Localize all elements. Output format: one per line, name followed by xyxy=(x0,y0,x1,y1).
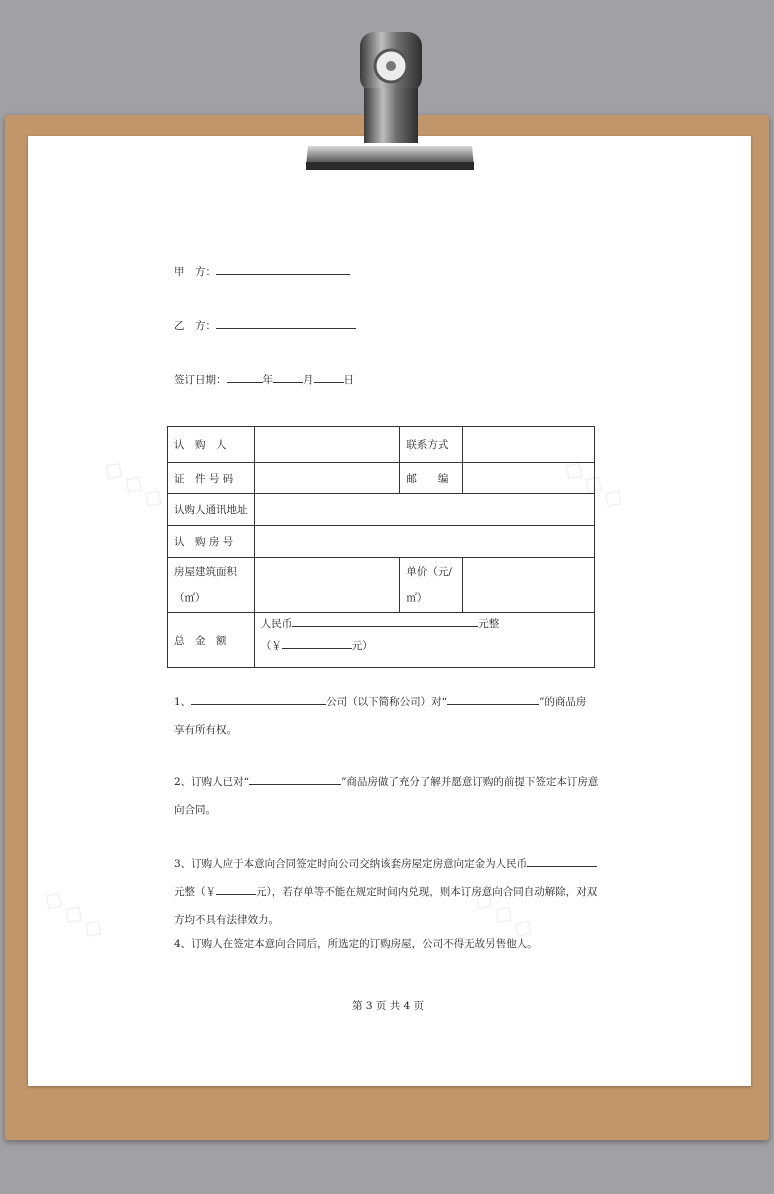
year-label: 年 xyxy=(262,374,273,386)
page-number: 第 3 页 共 4 页 xyxy=(352,1000,425,1012)
floor-area-label-line2: （㎡） xyxy=(174,592,206,604)
watermark: ◇◇◇ xyxy=(97,452,175,518)
party-a-label: 甲 方： xyxy=(174,266,216,278)
clause-2-text: 2、订购人已对“ xyxy=(174,776,250,788)
table-row xyxy=(168,558,595,613)
address-label: 认购人通讯地址 xyxy=(168,494,255,526)
watermark: ◇◇◇ xyxy=(37,882,115,948)
watermark: ◇◇◇ xyxy=(467,882,545,948)
unit-price-label-line1: 单价（元/ xyxy=(406,566,452,578)
total-amount-label: 总 金 额 xyxy=(168,613,255,668)
purchaser-value[interactable] xyxy=(254,427,400,463)
postcode-label: 邮 编 xyxy=(400,463,463,494)
cny-suffix: 元） xyxy=(351,640,373,652)
day-label: 日 xyxy=(343,374,354,386)
clause-1-line2: 享有所有权。 xyxy=(174,724,237,736)
clause-2-line2: 向合同。 xyxy=(174,804,216,816)
address-value[interactable] xyxy=(254,494,594,526)
room-number-label: 认 购 房 号 xyxy=(168,526,255,558)
floor-area-value[interactable] xyxy=(254,558,400,613)
table-row xyxy=(168,613,595,668)
id-number-label: 证 件 号 码 xyxy=(168,463,255,494)
id-number-value[interactable] xyxy=(254,463,400,494)
month-blank[interactable] xyxy=(273,372,303,383)
clause-1-text: 公司（以下简称公司）对“ xyxy=(326,696,448,708)
party-a-line xyxy=(174,264,350,279)
contact-value[interactable] xyxy=(463,427,595,463)
table-row xyxy=(168,494,595,526)
postcode-value[interactable] xyxy=(463,463,595,494)
purchaser-label: 认 购 人 xyxy=(168,427,255,463)
property-blank[interactable] xyxy=(447,694,539,705)
clause-2-end: ”商品房做了充分了解并愿意订购的前提下签定本订房意 xyxy=(341,776,599,788)
rmb-blank[interactable] xyxy=(292,616,478,627)
room-number-value[interactable] xyxy=(254,526,594,558)
party-b-line xyxy=(174,318,356,333)
purchaser-info-table xyxy=(167,426,595,668)
clause-4-text: 4、订购人在签定本意向合同后，所选定的订购房屋，公司不得无故另售他人。 xyxy=(174,938,538,950)
rmb-suffix: 元整 xyxy=(478,618,500,630)
clause-1 xyxy=(174,688,604,744)
unit-price-label xyxy=(400,558,463,613)
month-label: 月 xyxy=(303,374,314,386)
rmb-prefix: 人民币 xyxy=(260,618,293,630)
clause-3 xyxy=(174,850,604,934)
clause-3-line2-a: 元整（￥ xyxy=(174,886,216,898)
party-a-blank[interactable] xyxy=(216,264,350,275)
deposit-cny-blank[interactable] xyxy=(216,884,256,895)
table-row xyxy=(168,427,595,463)
cny-prefix: （￥ xyxy=(260,640,282,652)
year-blank[interactable] xyxy=(227,372,263,383)
floor-area-label-line1: 房屋建筑面积 xyxy=(174,566,237,578)
company-blank[interactable] xyxy=(191,694,326,705)
clause-3-line2-b: 元），若存单等不能在规定时间内兑现，则本订房意向合同自动解除，对双 xyxy=(256,886,598,898)
clause-2 xyxy=(174,768,604,824)
cny-amount-line xyxy=(261,635,588,657)
clause-4 xyxy=(174,930,604,958)
rmb-amount-line xyxy=(261,613,588,635)
watermark: ◇◇◇ xyxy=(557,452,635,518)
clause-1-end: ”的商品房 xyxy=(539,696,587,708)
clause-1-number: 1、 xyxy=(174,696,192,708)
party-b-label: 乙 方： xyxy=(174,320,216,332)
binder-clip-icon xyxy=(300,28,480,178)
table-row xyxy=(168,463,595,494)
sign-date-label: 签订日期： xyxy=(174,374,227,386)
table-row xyxy=(168,526,595,558)
floor-area-label xyxy=(168,558,255,613)
contact-label: 联系方式 xyxy=(400,427,463,463)
unit-price-value[interactable] xyxy=(463,558,595,613)
cny-blank[interactable] xyxy=(282,638,352,649)
property-name-blank[interactable] xyxy=(249,774,341,785)
party-b-blank[interactable] xyxy=(216,318,356,329)
clause-3-text: 3、订购人应于本意向合同签定时向公司交纳该套房屋定房意向定金为人民币 xyxy=(174,858,528,870)
day-blank[interactable] xyxy=(314,372,344,383)
unit-price-label-line2: ㎡） xyxy=(406,592,428,604)
deposit-rmb-blank[interactable] xyxy=(527,856,597,867)
sign-date-line xyxy=(174,372,354,387)
total-amount-value[interactable] xyxy=(254,613,594,668)
clause-3-line3: 方均不具有法律效力。 xyxy=(174,914,279,926)
